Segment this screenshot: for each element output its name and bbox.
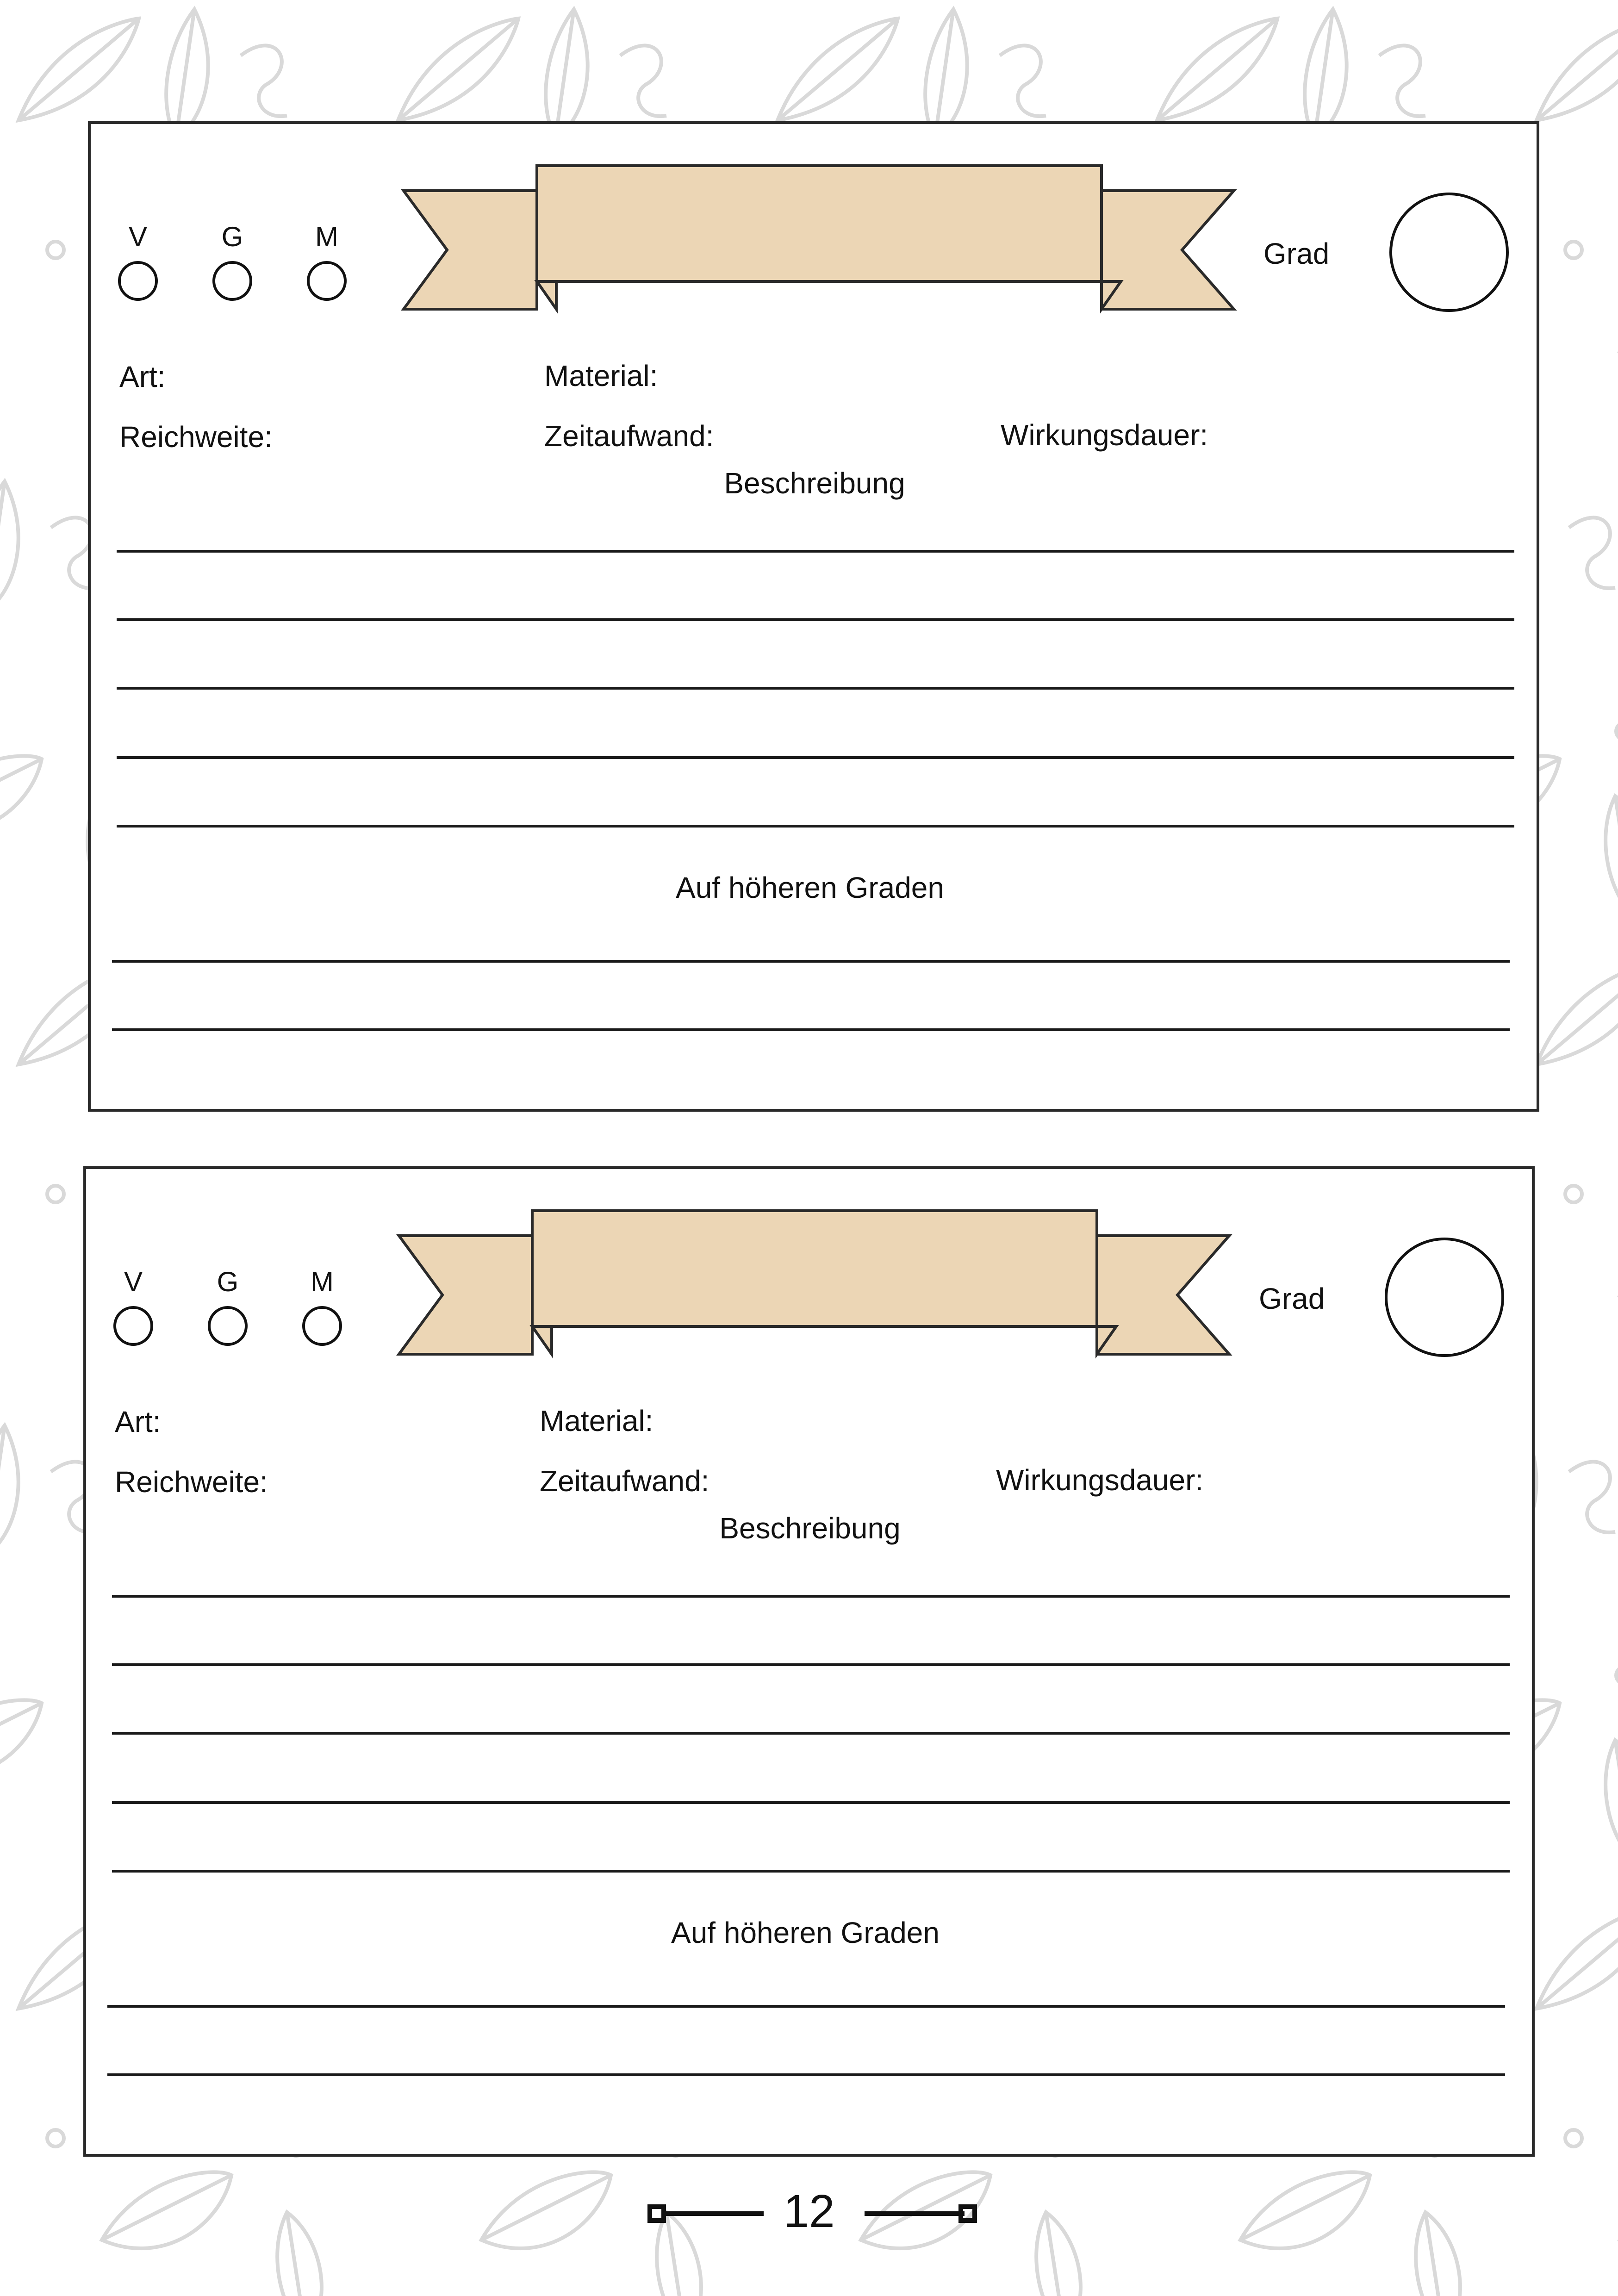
description-line[interactable] — [112, 1870, 1510, 1873]
higher-levels-line[interactable] — [112, 960, 1510, 963]
higher-levels-title: Auf höheren Graden — [671, 1916, 940, 1949]
description-title: Beschreibung — [719, 1512, 901, 1545]
leaf-icon — [1537, 953, 1618, 1388]
field-art: Art: — [119, 360, 166, 393]
description-line[interactable] — [117, 825, 1514, 828]
description-line[interactable] — [112, 1801, 1510, 1804]
component-g-checkbox[interactable] — [212, 261, 252, 301]
banner-right-tail — [1097, 1236, 1229, 1354]
banner-center — [537, 166, 1101, 281]
component-v-checkbox[interactable] — [118, 261, 158, 301]
description-line[interactable] — [117, 618, 1514, 621]
component-g-label: G — [217, 1266, 239, 1297]
leaf-icon — [1537, 1898, 1618, 2296]
description-line[interactable] — [112, 1595, 1510, 1598]
field-reichweite: Reichweite: — [115, 1465, 268, 1499]
banner-right-tail — [1101, 191, 1234, 309]
component-m-label: M — [315, 221, 338, 252]
component-g-label: G — [221, 221, 243, 252]
page-number: 12 — [783, 2185, 835, 2237]
component-m-checkbox[interactable] — [302, 1306, 342, 1346]
higher-levels-line[interactable] — [107, 2005, 1505, 2008]
spell-card-1 — [88, 121, 1539, 1112]
ornament-right-square — [961, 2207, 975, 2221]
ornament-left-square — [650, 2207, 664, 2221]
banner-center — [532, 1211, 1097, 1326]
field-zeitaufwand: Zeitaufwand: — [544, 419, 714, 453]
leaf-icon — [1537, 9, 1618, 444]
higher-levels-line[interactable] — [112, 1028, 1510, 1031]
banner-left-fold — [532, 1326, 552, 1354]
field-reichweite: Reichweite: — [119, 420, 273, 454]
field-wirkungsdauer: Wirkungsdauer: — [996, 1463, 1204, 1497]
description-line[interactable] — [117, 550, 1514, 553]
grad-label: Grad — [1263, 237, 1330, 270]
field-material: Material: — [540, 1404, 653, 1437]
description-title: Beschreibung — [724, 467, 905, 500]
description-line[interactable] — [117, 687, 1514, 690]
component-v-checkbox[interactable] — [113, 1306, 153, 1346]
component-v-label: V — [124, 1266, 143, 1297]
field-material: Material: — [544, 359, 658, 392]
banner-left-tail — [404, 191, 537, 309]
higher-levels-title: Auf höheren Graden — [676, 871, 944, 904]
higher-levels-line[interactable] — [107, 2073, 1505, 2076]
component-v-label: V — [128, 221, 148, 252]
grad-circle-field[interactable] — [1385, 1238, 1504, 1357]
grad-circle-field[interactable] — [1389, 193, 1509, 312]
field-art: Art: — [115, 1405, 161, 1438]
grad-label: Grad — [1259, 1282, 1325, 1315]
component-m-label: M — [311, 1266, 334, 1297]
component-m-checkbox[interactable] — [307, 261, 347, 301]
description-line[interactable] — [112, 1732, 1510, 1735]
banner-left-fold — [537, 281, 556, 309]
banner-left-tail — [399, 1236, 532, 1354]
component-g-checkbox[interactable] — [208, 1306, 248, 1346]
field-wirkungsdauer: Wirkungsdauer: — [1001, 418, 1208, 452]
description-line[interactable] — [112, 1663, 1510, 1666]
field-zeitaufwand: Zeitaufwand: — [540, 1464, 709, 1498]
description-line[interactable] — [117, 756, 1514, 759]
spell-card-2 — [83, 1166, 1535, 2157]
